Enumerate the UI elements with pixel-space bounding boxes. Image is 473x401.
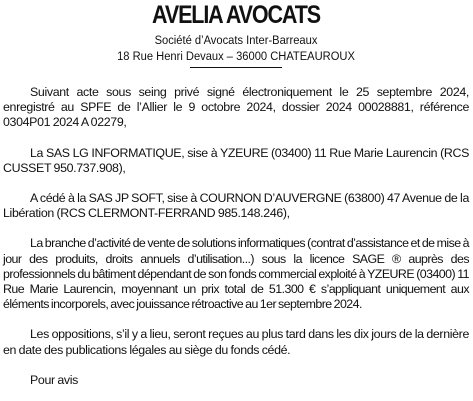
paragraph-oppositions: Les oppositions, s’il y a lieu, seront reçues au plus tard dans les dix jours de la dernière en date des publications légales au siège du fonds cédé. bbox=[3, 327, 469, 357]
paragraph-seller: La SAS LG INFORMATIQUE, sise à YZEURE (03400) 11 Rue Marie Laurencin (RCS CUSSET 950.737.908), bbox=[3, 145, 469, 175]
paragraph-business-branch: La branche d’activité de vente de solutions informatiques (contrat d’assistance et de mise à jour des produits, droits annuels d’utilisation...) sous la licence SAGE ® auprès des professionnels du bâtiment dépendant de son fonds commercial exploité à YZEURE (03400) 11 Rue Marie Laurencin, moyennant un prix total de 51.300 € s’appliquant uniquement aux éléments incorporels, avec jouissance rétroactive au 1er septembre 2024. bbox=[3, 236, 469, 312]
paragraph-deed: Suivant acte sous seing privé signé électroniquement le 25 septembre 2024, enregistré au SPFE de l’Allier le 9 octobre 2024, dossier 2024 00028881, référence 0304P01 2024 A 02279, bbox=[3, 85, 469, 130]
paragraph-buyer: A cédé à la SAS JP SOFT, sise à COURNON D’AUVERGNE (63800) 47 Avenue de la Libération (RCS CLERMONT-FERRAND 985.148.246), bbox=[3, 191, 469, 221]
closing-line: Pour avis bbox=[30, 372, 78, 387]
firm-name: AVELIA AVOCATS bbox=[152, 1, 320, 29]
firm-type: Société d’Avocats Inter-Barreaux bbox=[154, 33, 318, 47]
notice-body bbox=[3, 85, 469, 388]
firm-address: 18 Rue Henri Devaux – 36000 CHATEAUROUX bbox=[117, 49, 355, 63]
header-divider bbox=[190, 67, 282, 68]
notice-header bbox=[3, 0, 469, 68]
